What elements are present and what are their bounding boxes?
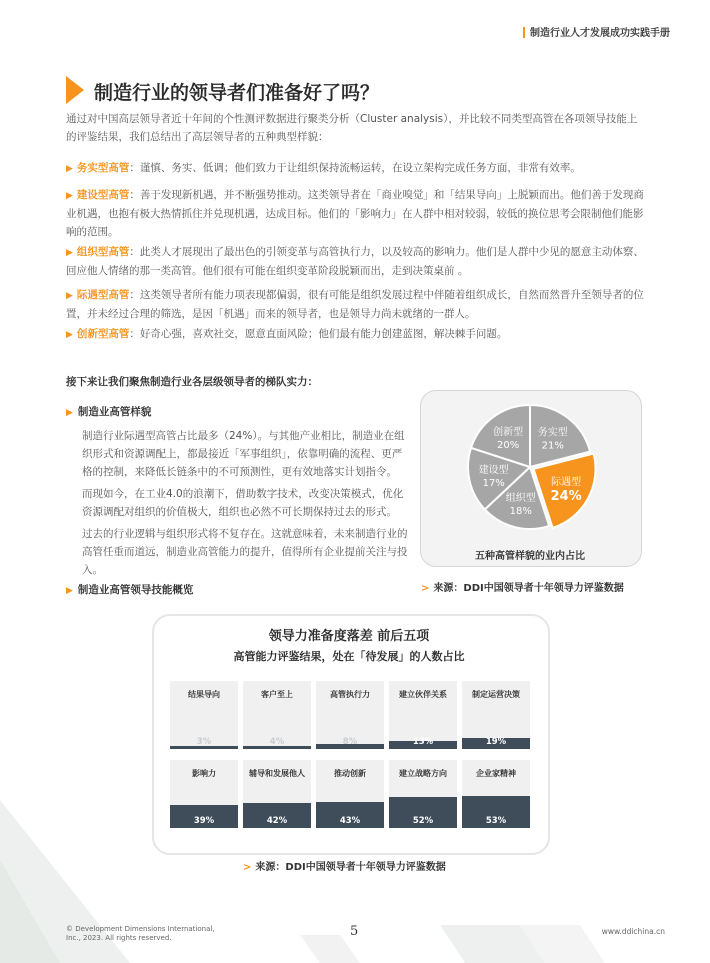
source-arrow-icon: > [421, 583, 430, 594]
pie-slice-value: 17% [482, 478, 505, 490]
skill-bar-value: 13% [412, 737, 434, 747]
skill-bar-label: 结果导向 [188, 690, 220, 699]
skills-chart-subtitle: 高管能力评鉴结果，处在「待发展」的人数占比 [233, 650, 465, 663]
skill-bar-value: 4% [269, 737, 285, 747]
pie-slice-value: 21% [541, 440, 564, 452]
pie-slice-label: 建设型 [478, 465, 509, 477]
pie-slice-value: 24% [550, 488, 582, 504]
pie-slice-value: 18% [509, 506, 532, 518]
skill-bar-cell [389, 760, 457, 828]
source-text: 来源：DDI中国领导者十年领导力评鉴数据 [433, 583, 624, 594]
skill-bar-label: 企业家精神 [476, 769, 516, 778]
pie-chart-caption: 五种高管样貌的业内占比 [475, 551, 585, 562]
header-accent-bar [523, 27, 525, 38]
skill-bar-value: 42% [266, 816, 288, 826]
skill-bar-value: 52% [412, 816, 434, 826]
body-paragraph: 而现如今，在工业4.0的浪潮下，借助数字技术，改变决策模式，优化资源调配对组织的价值极大，组织也必然不可长期保持过去的形式。 [82, 488, 404, 518]
skill-bar-label: 推动创新 [334, 769, 366, 778]
source-text: 来源：DDI中国领导者十年领导力评鉴数据 [255, 862, 446, 873]
skill-bar-cell [243, 760, 311, 828]
subsection-title: 制造业高管领导技能概览 [77, 584, 194, 596]
bullet-triangle-icon: ▶ [66, 291, 73, 301]
type-item [66, 325, 646, 344]
type-desc: ：善于发现新机遇，并不断强势推动。这类领导者在「商业嗅觉」和「结果导向」上脱颖而出。他们善于发现商业机遇，也抱有极大热情抓住并兑现机遇，达成目标。他们的「影响力」在人群中相对较弱，较低的换位思考会限制他们能影响的范围。 [66, 189, 644, 238]
pie-chart [455, 400, 605, 535]
source-note [243, 858, 446, 873]
skill-bar-cell [243, 681, 311, 749]
footer-copyright: © Development Dimensions International, Inc., 2023. All rights reserved. [66, 925, 215, 942]
type-desc: ：好奇心强，喜欢社交，愿意直面风险；他们最有能力创建蓝图，解决棘手问题。 [129, 328, 508, 340]
type-name: 组织型高管 [76, 246, 130, 258]
skill-bar-value: 43% [339, 816, 361, 826]
type-name: 建设型高管 [76, 189, 130, 201]
subsection-heading [66, 404, 151, 419]
skill-bar-cell [170, 681, 238, 749]
title-arrow-icon [66, 76, 84, 104]
type-desc: ：谨慎、务实、低调；他们致力于让组织保持流畅运转，在设立架构完成任务方面，非常有效率。 [129, 162, 581, 174]
page-title: 制造行业的领导者们准备好了吗？ [94, 82, 380, 104]
source-arrow-icon: > [243, 862, 252, 873]
skill-bar-label: 制定运营决策 [472, 690, 520, 699]
skill-bar-label: 建立伙伴关系 [399, 690, 447, 699]
subsection-title: 制造业高管样貌 [77, 406, 152, 418]
type-desc: ：此类人才展现出了最出色的引领变革与高管执行力，以及较高的影响力。他们是人群中少见的愿意主动体察、回应他人情绪的那一类高管。他们很有可能在组织变革阶段脱颖而出，走到决策桌前 。 [66, 246, 644, 277]
header-label: 制造行业人才发展成功实践手册 [530, 28, 670, 39]
type-item [66, 186, 646, 241]
bullet-triangle-icon: ▶ [66, 164, 73, 174]
skill-bar-value: 19% [485, 737, 507, 747]
bullet-triangle-icon: ▶ [66, 248, 73, 258]
type-item [66, 243, 646, 280]
pie-slice-label: 际遇型 [551, 476, 582, 488]
skill-bar-value: 39% [193, 816, 215, 826]
type-name: 创新型高管 [76, 328, 130, 340]
skill-bar-value: 53% [485, 816, 507, 826]
skill-bar-value: 8% [342, 737, 358, 747]
skill-bar-label: 高管执行力 [330, 690, 370, 699]
skill-bar-cell [389, 681, 457, 749]
skill-bar-cell [462, 681, 530, 749]
body-paragraph: 过去的行业逻辑与组织形式将不复存在。这就意味着，未来制造行业的高管任重而道远，制造业高管能力的提升，值得所有企业提前关注与投入。 [82, 528, 408, 576]
source-note [421, 579, 624, 594]
bullet-triangle-icon: ▶ [66, 586, 73, 596]
skill-bar-cell [316, 760, 384, 828]
type-item [66, 159, 646, 178]
skill-bar-label: 影响力 [192, 769, 216, 778]
skill-bar-value: 3% [196, 737, 212, 747]
page-number: 5 [350, 924, 359, 939]
intro-paragraph: 通过对中国高层领导者近十年间的个性测评数据进行聚类分析（Cluster analysis），并比较不同类型高管在各项领导技能上的评鉴结果，我们总结出了高层领导者的五种典型样貌： [66, 113, 638, 143]
skill-bar-label: 辅导和发展他人 [249, 769, 305, 778]
pie-slice-value: 20% [497, 439, 520, 451]
section-lead: 接下来让我们聚焦制造行业各层级领导者的梯队实力： [66, 376, 318, 388]
skill-bar-label: 建立战略方向 [399, 769, 447, 778]
bullet-triangle-icon: ▶ [66, 330, 73, 340]
pie-slice-label: 创新型 [493, 426, 524, 438]
bullet-triangle-icon: ▶ [66, 408, 73, 418]
body-paragraph: 制造行业际遇型高管占比最多（24%）。与其他产业相比，制造业在组织形式和资源调配上，都最接近「军事组织」，依靠明确的流程、更严格的控制，来降低长链条中的不可预测性，更有效地落实计划指令。 [82, 430, 405, 478]
type-desc: ：这类领导者所有能力项表现都偏弱，很有可能是组织发展过程中伴随着组织成长，自然而然晋升至领导者的位置，并未经过合理的筛选，是因「机遇」而来的领导者，也是领导力尚未就绪的一群人。 [66, 289, 644, 320]
bullet-triangle-icon: ▶ [66, 191, 73, 201]
document-header [523, 24, 670, 39]
skill-bar-cell [462, 760, 530, 828]
skill-bar-label: 客户至上 [261, 690, 293, 699]
skill-bar-cell [316, 681, 384, 749]
pie-slice-label: 务实型 [537, 427, 568, 439]
type-name: 务实型高管 [76, 162, 130, 174]
pie-slice-label: 组织型 [505, 493, 536, 505]
skill-bar-cell [170, 760, 238, 828]
type-name: 际遇型高管 [76, 289, 130, 301]
footer-url: www.ddichina.cn [601, 927, 665, 936]
skills-chart-title: 领导力准备度落差 前后五项 [268, 629, 430, 644]
subsection-heading [66, 582, 193, 597]
type-item [66, 286, 646, 323]
